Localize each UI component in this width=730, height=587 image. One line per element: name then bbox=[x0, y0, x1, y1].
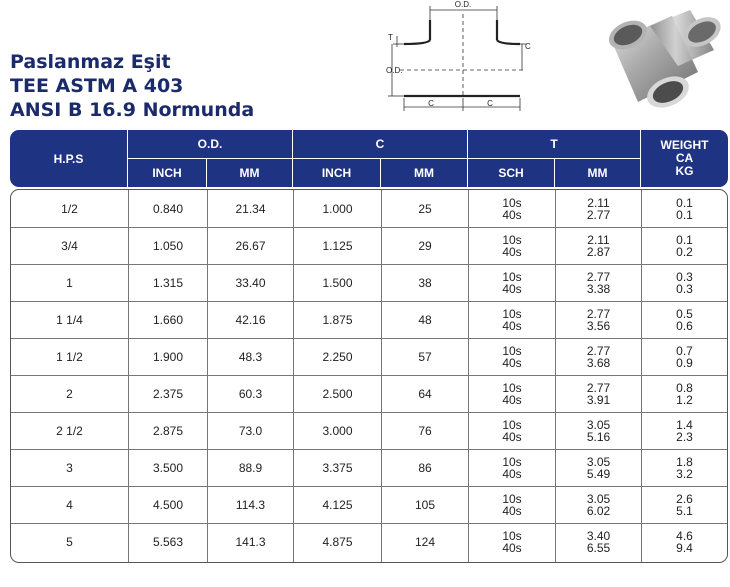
header-divider bbox=[206, 159, 207, 187]
cell-hps: 1 bbox=[66, 275, 73, 290]
header-divider bbox=[380, 159, 381, 187]
cell-weight-line: 2.3 bbox=[676, 429, 693, 444]
table-row bbox=[11, 264, 727, 301]
cell-weight bbox=[642, 412, 727, 449]
cell-sch-line: 10s bbox=[502, 380, 522, 395]
cell-sch-line: 40s bbox=[502, 281, 522, 296]
table-row bbox=[11, 301, 727, 338]
cell-od-inch: 1.660 bbox=[152, 312, 184, 327]
cell-c-mm: 124 bbox=[414, 534, 436, 549]
cell-c-mm: 64 bbox=[418, 386, 432, 401]
cell-sch bbox=[469, 449, 555, 486]
cell-weight-line: 0.1 bbox=[676, 207, 693, 222]
header-c-inch: INCH bbox=[321, 166, 352, 180]
cell-sch bbox=[469, 190, 555, 227]
cell-od-inch: 2.375 bbox=[152, 386, 184, 401]
header-od-mm: MM bbox=[239, 166, 260, 180]
cell-c-inch: 3.375 bbox=[322, 460, 353, 475]
cell-t-mm bbox=[556, 412, 641, 449]
cell-od-inch: 4.500 bbox=[152, 497, 184, 512]
cell-sch bbox=[469, 412, 555, 449]
title-line-2: TEE ASTM A 403 bbox=[10, 75, 184, 97]
cell-sch bbox=[469, 486, 555, 523]
cell-hps: 3/4 bbox=[61, 238, 78, 253]
cell-sch bbox=[469, 375, 555, 412]
tee-dimension-diagram bbox=[384, 0, 544, 112]
cell-t-mm-line: 3.56 bbox=[586, 318, 611, 333]
cell-od-inch: 1.900 bbox=[152, 349, 184, 364]
cell-sch-line: 40s bbox=[502, 244, 522, 259]
header-c-mm: MM bbox=[414, 166, 434, 180]
cell-t-mm-line: 3.91 bbox=[586, 392, 611, 407]
cell-weight bbox=[642, 301, 727, 338]
cell-t-mm-line: 3.40 bbox=[586, 528, 611, 543]
cell-c-inch: 1.000 bbox=[322, 201, 353, 216]
cell-t-mm-line: 3.68 bbox=[586, 355, 611, 370]
cell-weight-line: 0.3 bbox=[676, 281, 693, 296]
table-header bbox=[10, 130, 728, 187]
cell-od-mm: 33.40 bbox=[235, 275, 266, 290]
header-divider bbox=[127, 158, 641, 159]
header-t: T bbox=[550, 137, 558, 151]
cell-weight-line: 0.1 bbox=[676, 195, 693, 210]
cell-t-mm-line: 3.05 bbox=[586, 417, 611, 432]
cell-weight-line: 0.5 bbox=[676, 306, 693, 321]
cell-hps: 5 bbox=[66, 534, 73, 549]
cell-weight-line: 1.8 bbox=[676, 454, 693, 469]
cell-sch-line: 40s bbox=[502, 503, 522, 518]
cell-c-inch: 2.500 bbox=[322, 386, 353, 401]
cell-hps: 4 bbox=[66, 497, 73, 512]
cell-t-mm-line: 2.11 bbox=[587, 195, 610, 210]
cell-weight-line: 4.6 bbox=[676, 528, 693, 543]
cell-t-mm-line: 2.87 bbox=[586, 244, 611, 259]
header-od: O.D. bbox=[197, 137, 223, 151]
header-c: C bbox=[375, 137, 385, 151]
table-row bbox=[11, 227, 727, 264]
diagram-label-t: T bbox=[388, 33, 393, 42]
header-t-sch: SCH bbox=[498, 166, 524, 180]
cell-weight-line: 0.1 bbox=[676, 232, 693, 247]
cell-t-mm-line: 2.77 bbox=[586, 306, 611, 321]
cell-weight-line: 1.2 bbox=[676, 392, 693, 407]
cell-sch-line: 40s bbox=[502, 429, 522, 444]
cell-sch bbox=[469, 264, 555, 301]
page-title bbox=[10, 50, 254, 122]
cell-c-mm: 57 bbox=[418, 349, 432, 364]
cell-hps: 2 1/2 bbox=[56, 423, 83, 438]
cell-t-mm-line: 3.05 bbox=[586, 491, 611, 506]
cell-weight-line: 1.4 bbox=[676, 417, 693, 432]
cell-c-mm: 38 bbox=[418, 275, 432, 290]
cell-sch-line: 40s bbox=[502, 318, 522, 333]
cell-weight-line: 0.9 bbox=[676, 355, 693, 370]
header-weight-line-3: KG bbox=[675, 164, 694, 178]
cell-t-mm-line: 3.05 bbox=[586, 454, 611, 469]
cell-od-inch: 2.875 bbox=[152, 423, 184, 438]
cell-weight-line: 3.2 bbox=[676, 466, 693, 481]
cell-od-inch: 0.840 bbox=[152, 201, 184, 216]
header-t-mm: MM bbox=[587, 166, 608, 180]
cell-sch-line: 10s bbox=[502, 528, 522, 543]
cell-c-mm: 76 bbox=[418, 423, 432, 438]
cell-od-mm: 60.3 bbox=[238, 386, 263, 401]
cell-od-mm: 21.34 bbox=[235, 201, 266, 216]
cell-weight-line: 2.6 bbox=[676, 491, 693, 506]
cell-t-mm-line: 2.77 bbox=[586, 343, 611, 358]
cell-c-inch: 3.000 bbox=[322, 423, 353, 438]
cell-od-mm: 88.9 bbox=[238, 460, 263, 475]
cell-t-mm-line: 2.77 bbox=[586, 269, 611, 284]
cell-sch bbox=[469, 227, 555, 264]
header-hps: H.P.S bbox=[53, 151, 84, 166]
table-row bbox=[11, 375, 727, 412]
cell-c-mm: 48 bbox=[418, 312, 432, 327]
cell-weight-line: 0.8 bbox=[676, 380, 693, 395]
cell-t-mm bbox=[556, 375, 641, 412]
cell-sch-line: 10s bbox=[502, 454, 522, 469]
cell-t-mm bbox=[556, 190, 641, 227]
diagram-label-od-left: O.D. bbox=[386, 66, 403, 75]
cell-t-mm bbox=[556, 264, 641, 301]
cell-weight-line: 0.7 bbox=[676, 343, 693, 358]
cell-t-mm-line: 2.77 bbox=[586, 380, 611, 395]
cell-od-mm: 26.67 bbox=[235, 238, 266, 253]
cell-c-mm: 29 bbox=[418, 238, 432, 253]
table-row bbox=[11, 412, 727, 449]
cell-t-mm-line: 5.49 bbox=[586, 466, 611, 481]
cell-sch-line: 10s bbox=[502, 269, 522, 284]
cell-od-mm: 42.16 bbox=[235, 312, 266, 327]
cell-c-inch: 1.500 bbox=[322, 275, 353, 290]
cell-c-inch: 1.875 bbox=[322, 312, 353, 327]
cell-od-mm: 73.0 bbox=[238, 423, 263, 438]
cell-weight bbox=[642, 227, 727, 264]
cell-t-mm-line: 2.77 bbox=[586, 207, 611, 222]
cell-sch bbox=[469, 338, 555, 375]
cell-t-mm-line: 2.11 bbox=[587, 232, 610, 247]
table-row bbox=[11, 449, 727, 486]
cell-weight-line: 0.3 bbox=[676, 269, 693, 284]
header-weight-line-1: WEIGHT bbox=[660, 138, 709, 152]
cell-od-inch: 1.315 bbox=[152, 275, 184, 290]
cell-sch-line: 40s bbox=[502, 392, 522, 407]
cell-c-mm: 105 bbox=[414, 497, 436, 512]
title-line-3: ANSI B 16.9 Normunda bbox=[10, 99, 255, 121]
header-divider bbox=[554, 159, 555, 187]
cell-weight bbox=[642, 523, 727, 560]
cell-od-mm: 141.3 bbox=[235, 534, 266, 549]
cell-sch-line: 40s bbox=[502, 207, 522, 222]
diagram-label-c-right: C bbox=[525, 42, 531, 51]
cell-c-inch: 1.125 bbox=[322, 238, 353, 253]
cell-c-mm: 86 bbox=[418, 460, 432, 475]
header-weight bbox=[641, 130, 728, 187]
cell-weight-line: 0.2 bbox=[676, 244, 693, 259]
cell-t-mm-line: 6.02 bbox=[586, 503, 611, 518]
cell-t-mm bbox=[556, 523, 641, 560]
cell-weight bbox=[642, 375, 727, 412]
cell-od-inch: 5.563 bbox=[152, 534, 184, 549]
cell-sch-line: 40s bbox=[502, 540, 522, 555]
cell-weight-line: 9.4 bbox=[676, 540, 693, 555]
diagram-label-od-top: O.D. bbox=[454, 0, 472, 9]
cell-c-inch: 4.125 bbox=[322, 497, 353, 512]
cell-sch-line: 10s bbox=[502, 491, 522, 506]
header-weight-line-2: CA bbox=[675, 151, 694, 165]
cell-hps: 1/2 bbox=[61, 201, 78, 216]
cell-sch-line: 10s bbox=[502, 306, 522, 321]
cell-od-mm: 48.3 bbox=[238, 349, 263, 364]
cell-weight-line: 5.1 bbox=[676, 503, 693, 518]
title-line-1: Paslanmaz Eşit bbox=[10, 51, 171, 73]
tee-fitting-image bbox=[590, 2, 730, 126]
cell-weight bbox=[642, 449, 727, 486]
cell-sch-line: 40s bbox=[502, 466, 522, 481]
cell-sch-line: 10s bbox=[502, 417, 522, 432]
cell-weight bbox=[642, 338, 727, 375]
cell-hps: 1 1/4 bbox=[56, 312, 83, 327]
cell-hps: 1 1/2 bbox=[56, 349, 83, 364]
cell-t-mm bbox=[556, 486, 641, 523]
cell-weight bbox=[642, 486, 727, 523]
cell-t-mm-line: 5.16 bbox=[586, 429, 611, 444]
cell-weight bbox=[642, 190, 727, 227]
table-row bbox=[11, 486, 727, 523]
cell-t-mm-line: 6.55 bbox=[586, 540, 611, 555]
table-row bbox=[11, 338, 727, 375]
cell-sch-line: 10s bbox=[502, 195, 522, 210]
cell-weight-line: 0.6 bbox=[676, 318, 693, 333]
cell-weight bbox=[642, 264, 727, 301]
cell-sch bbox=[469, 523, 555, 560]
cell-t-mm bbox=[556, 338, 641, 375]
cell-t-mm bbox=[556, 227, 641, 264]
cell-hps: 3 bbox=[66, 460, 73, 475]
cell-sch bbox=[469, 301, 555, 338]
cell-c-mm: 25 bbox=[418, 201, 432, 216]
cell-t-mm bbox=[556, 301, 641, 338]
table-row bbox=[11, 523, 727, 560]
cell-od-inch: 1.050 bbox=[152, 238, 184, 253]
table-body bbox=[10, 189, 728, 563]
header-od-inch: INCH bbox=[152, 166, 182, 180]
cell-c-inch: 2.250 bbox=[322, 349, 353, 364]
cell-hps: 2 bbox=[66, 386, 73, 401]
cell-od-mm: 114.3 bbox=[235, 497, 266, 512]
cell-t-mm bbox=[556, 449, 641, 486]
diagram-label-c-bottom-left: C bbox=[428, 99, 434, 108]
cell-t-mm-line: 3.38 bbox=[586, 281, 611, 296]
cell-sch-line: 40s bbox=[502, 355, 522, 370]
table-row bbox=[11, 190, 727, 227]
cell-od-inch: 3.500 bbox=[152, 460, 184, 475]
cell-c-inch: 4.875 bbox=[322, 534, 353, 549]
cell-sch-line: 10s bbox=[502, 343, 522, 358]
cell-sch-line: 10s bbox=[502, 232, 522, 247]
diagram-label-c-bottom-right: C bbox=[487, 99, 493, 108]
